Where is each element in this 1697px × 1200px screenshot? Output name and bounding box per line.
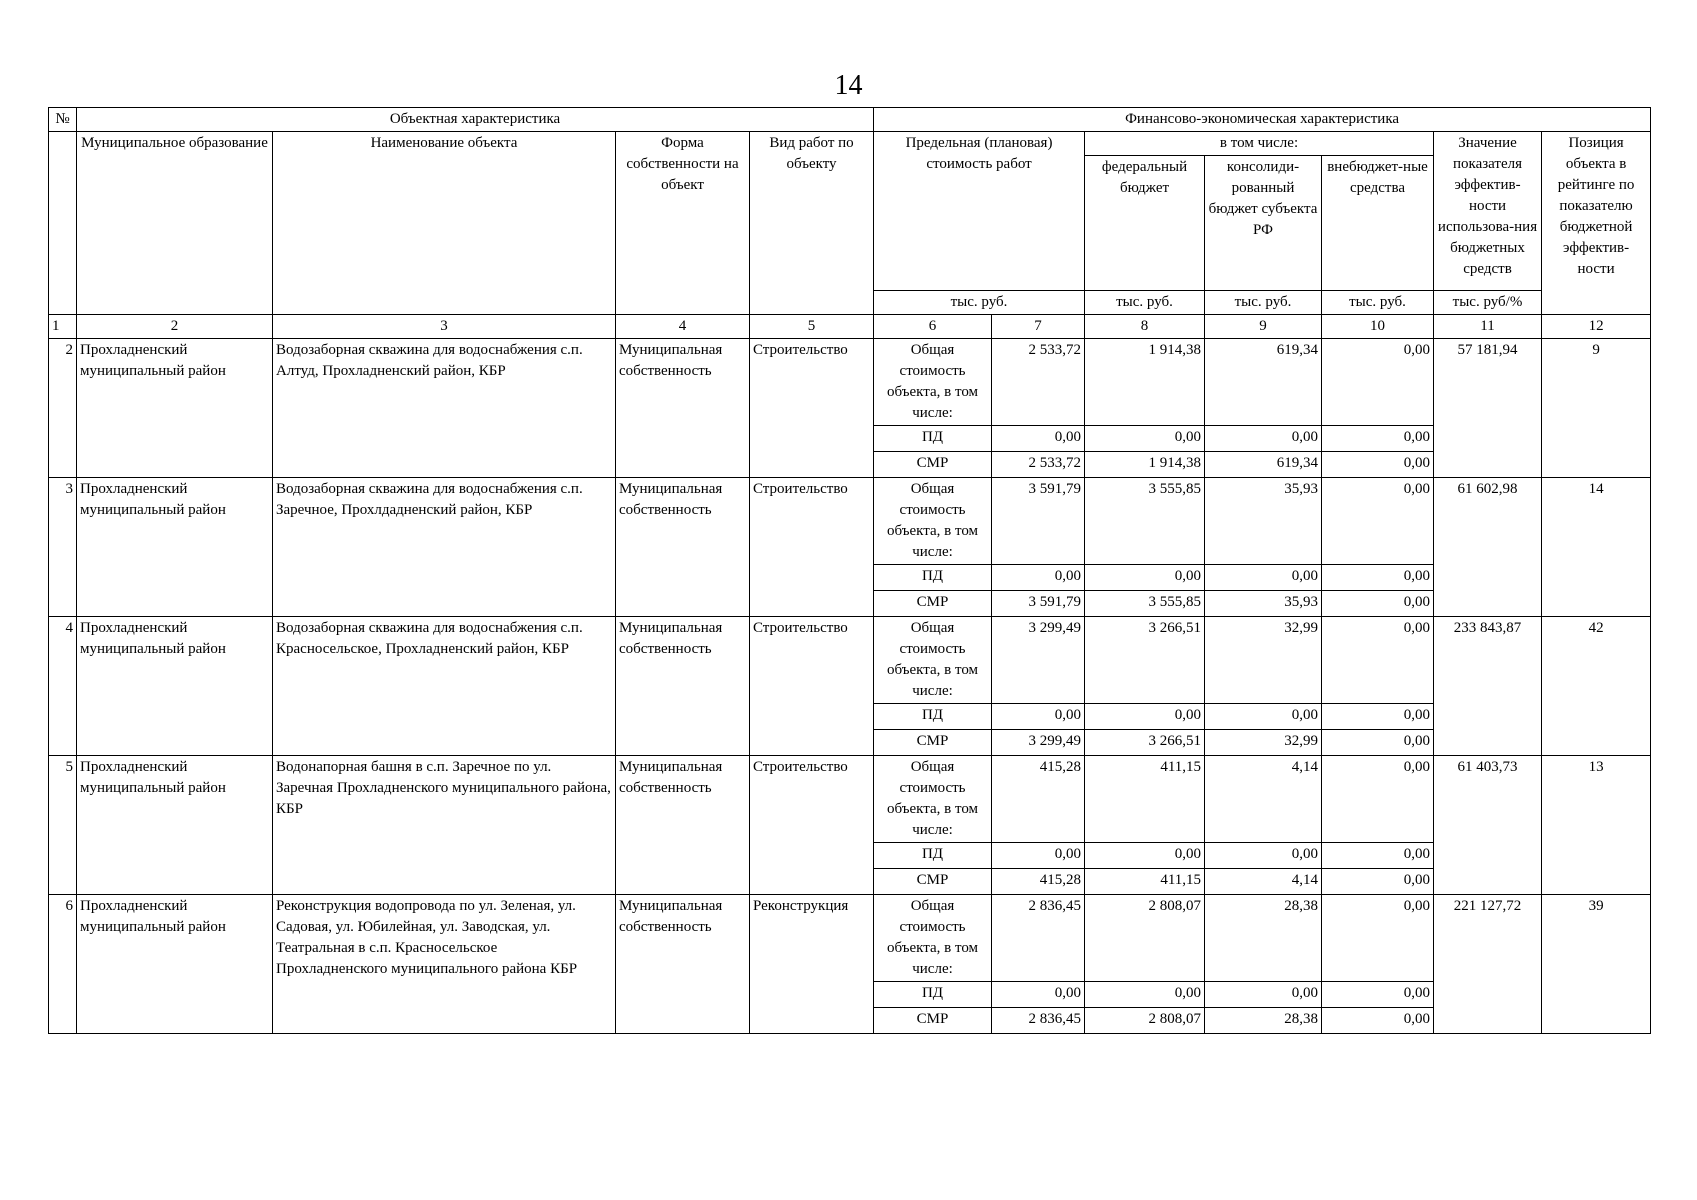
object-name-cell: Водозаборная скважина для водоснабжения с.п. Алтуд, Прохладненский район, КБР xyxy=(273,339,616,478)
consolidated-cell: 0,00 xyxy=(1205,704,1322,730)
work-type-cell: Строительство xyxy=(750,339,874,478)
row-number: 3 xyxy=(49,478,77,617)
cost-total-cell: 0,00 xyxy=(992,565,1085,591)
extrabudget-cell: 0,00 xyxy=(1322,843,1434,869)
municipality-cell: Прохладненский муниципальный район xyxy=(77,617,273,756)
extrabudget-cell: 0,00 xyxy=(1322,895,1434,982)
row-number: 5 xyxy=(49,756,77,895)
federal-cell: 0,00 xyxy=(1085,982,1205,1008)
extrabudget-cell: 0,00 xyxy=(1322,452,1434,478)
unit-cost: тыс. руб. xyxy=(874,291,1085,315)
cost-label-total: Общая стоимость объекта, в том числе: xyxy=(874,617,992,704)
cost-label-total: Общая стоимость объекта, в том числе: xyxy=(874,478,992,565)
consolidated-cell: 32,99 xyxy=(1205,617,1322,704)
header-group-row xyxy=(49,108,1651,132)
municipality-cell: Прохладненский муниципальный район xyxy=(77,756,273,895)
cost-label: ПД xyxy=(874,426,992,452)
col-number: 8 xyxy=(1085,315,1205,339)
col-number: 7 xyxy=(992,315,1085,339)
ownership-cell: Муниципальная собственность xyxy=(616,895,750,1034)
extrabudget-cell: 0,00 xyxy=(1322,617,1434,704)
col-number: 2 xyxy=(77,315,273,339)
header-efficiency: Значение показателя эффектив-ности использова-ния бюджетных средств xyxy=(1434,132,1542,291)
column-numbers-row xyxy=(49,315,1651,339)
cost-total-cell: 2 533,72 xyxy=(992,452,1085,478)
federal-cell: 0,00 xyxy=(1085,426,1205,452)
col-number: 5 xyxy=(750,315,874,339)
header-including: в том числе: xyxy=(1085,132,1434,156)
rank-cell: 9 xyxy=(1542,339,1651,478)
work-type-cell: Строительство xyxy=(750,617,874,756)
federal-cell: 3 555,85 xyxy=(1085,478,1205,565)
extrabudget-cell: 0,00 xyxy=(1322,869,1434,895)
col-number: 4 xyxy=(616,315,750,339)
cost-label: СМР xyxy=(874,869,992,895)
efficiency-cell: 233 843,87 xyxy=(1434,617,1542,756)
cost-label: ПД xyxy=(874,982,992,1008)
header-object-name: Наименование объекта xyxy=(273,132,616,315)
federal-cell: 0,00 xyxy=(1085,843,1205,869)
header-finance-group: Финансово-экономическая характеристика xyxy=(874,108,1651,132)
header-columns-row xyxy=(49,132,1651,156)
ownership-cell: Муниципальная собственность xyxy=(616,478,750,617)
rank-cell: 42 xyxy=(1542,617,1651,756)
cost-total-cell: 415,28 xyxy=(992,756,1085,843)
unit-extrabudget: тыс. руб. xyxy=(1322,291,1434,315)
cost-label: СМР xyxy=(874,452,992,478)
federal-cell: 3 266,51 xyxy=(1085,730,1205,756)
extrabudget-cell: 0,00 xyxy=(1322,591,1434,617)
extrabudget-cell: 0,00 xyxy=(1322,730,1434,756)
cost-label-total: Общая стоимость объекта, в том числе: xyxy=(874,339,992,426)
cost-total-cell: 3 299,49 xyxy=(992,617,1085,704)
cost-total-cell: 2 836,45 xyxy=(992,1008,1085,1034)
federal-cell: 411,15 xyxy=(1085,756,1205,843)
federal-cell: 3 266,51 xyxy=(1085,617,1205,704)
consolidated-cell: 0,00 xyxy=(1205,565,1322,591)
cost-label: ПД xyxy=(874,565,992,591)
table-row xyxy=(49,617,1651,704)
federal-cell: 2 808,07 xyxy=(1085,895,1205,982)
cost-label: ПД xyxy=(874,704,992,730)
extrabudget-cell: 0,00 xyxy=(1322,565,1434,591)
page-number: 14 xyxy=(834,70,863,101)
consolidated-cell: 35,93 xyxy=(1205,478,1322,565)
object-name-cell: Водозаборная скважина для водоснабжения с.п. Красносельское, Прохладненский район, КБР xyxy=(273,617,616,756)
consolidated-cell: 4,14 xyxy=(1205,869,1322,895)
investment-objects-table xyxy=(48,107,1651,1034)
col-number: 12 xyxy=(1542,315,1651,339)
federal-cell: 1 914,38 xyxy=(1085,452,1205,478)
consolidated-cell: 35,93 xyxy=(1205,591,1322,617)
efficiency-cell: 221 127,72 xyxy=(1434,895,1542,1034)
federal-cell: 1 914,38 xyxy=(1085,339,1205,426)
table-row xyxy=(49,756,1651,843)
extrabudget-cell: 0,00 xyxy=(1322,426,1434,452)
cost-label: СМР xyxy=(874,1008,992,1034)
rank-cell: 13 xyxy=(1542,756,1651,895)
unit-consolidated: тыс. руб. xyxy=(1205,291,1322,315)
cost-total-cell: 0,00 xyxy=(992,982,1085,1008)
efficiency-cell: 61 403,73 xyxy=(1434,756,1542,895)
col-number: 1 xyxy=(49,315,77,339)
cost-label: СМР xyxy=(874,730,992,756)
table-row xyxy=(49,339,1651,426)
consolidated-cell: 28,38 xyxy=(1205,895,1322,982)
federal-cell: 0,00 xyxy=(1085,704,1205,730)
cost-label-total: Общая стоимость объекта, в том числе: xyxy=(874,895,992,982)
header-consolidated: консолиди-рованный бюджет субъекта РФ xyxy=(1205,156,1322,291)
consolidated-cell: 619,34 xyxy=(1205,452,1322,478)
municipality-cell: Прохладненский муниципальный район xyxy=(77,339,273,478)
extrabudget-cell: 0,00 xyxy=(1322,704,1434,730)
cost-label: ПД xyxy=(874,843,992,869)
header-num-blank xyxy=(49,132,77,315)
cost-total-cell: 415,28 xyxy=(992,869,1085,895)
object-name-cell: Реконструкция водопровода по ул. Зеленая, ул. Садовая, ул. Юбилейная, ул. Заводская, ул. Театральная в с.п. Красносельское Прохладненского муниципального района КБР xyxy=(273,895,616,1034)
municipality-cell: Прохладненский муниципальный район xyxy=(77,895,273,1034)
header-work-type: Вид работ по объекту xyxy=(750,132,874,315)
efficiency-cell: 57 181,94 xyxy=(1434,339,1542,478)
table-row xyxy=(49,895,1651,982)
federal-cell: 411,15 xyxy=(1085,869,1205,895)
work-type-cell: Строительство xyxy=(750,478,874,617)
cost-total-cell: 2 533,72 xyxy=(992,339,1085,426)
extrabudget-cell: 0,00 xyxy=(1322,756,1434,843)
cost-total-cell: 3 591,79 xyxy=(992,591,1085,617)
work-type-cell: Строительство xyxy=(750,756,874,895)
col-number: 9 xyxy=(1205,315,1322,339)
row-number: 6 xyxy=(49,895,77,1034)
consolidated-cell: 619,34 xyxy=(1205,339,1322,426)
header-ownership: Форма собственности на объект xyxy=(616,132,750,315)
header-object-group: Объектная характеристика xyxy=(77,108,874,132)
row-number: 2 xyxy=(49,339,77,478)
cost-total-cell: 3 591,79 xyxy=(992,478,1085,565)
efficiency-cell: 61 602,98 xyxy=(1434,478,1542,617)
header-federal: федеральный бюджет xyxy=(1085,156,1205,291)
unit-efficiency: тыс. руб/% xyxy=(1434,291,1542,315)
consolidated-cell: 0,00 xyxy=(1205,426,1322,452)
col-number: 6 xyxy=(874,315,992,339)
col-number: 3 xyxy=(273,315,616,339)
ownership-cell: Муниципальная собственность xyxy=(616,339,750,478)
cost-total-cell: 0,00 xyxy=(992,704,1085,730)
object-name-cell: Водозаборная скважина для водоснабжения с.п. Заречное, Прохлдадненский район, КБР xyxy=(273,478,616,617)
col-number: 11 xyxy=(1434,315,1542,339)
extrabudget-cell: 0,00 xyxy=(1322,1008,1434,1034)
row-number: 4 xyxy=(49,617,77,756)
rank-cell: 14 xyxy=(1542,478,1651,617)
header-extrabudget: внебюджет-ные средства xyxy=(1322,156,1434,291)
cost-total-cell: 0,00 xyxy=(992,843,1085,869)
unit-federal: тыс. руб. xyxy=(1085,291,1205,315)
consolidated-cell: 32,99 xyxy=(1205,730,1322,756)
cost-label: СМР xyxy=(874,591,992,617)
municipality-cell: Прохладненский муниципальный район xyxy=(77,478,273,617)
object-name-cell: Водонапорная башня в с.п. Заречное по ул. Заречная Прохладненского муниципального района, КБР xyxy=(273,756,616,895)
cost-total-cell: 2 836,45 xyxy=(992,895,1085,982)
ownership-cell: Муниципальная собственность xyxy=(616,756,750,895)
federal-cell: 2 808,07 xyxy=(1085,1008,1205,1034)
consolidated-cell: 4,14 xyxy=(1205,756,1322,843)
extrabudget-cell: 0,00 xyxy=(1322,478,1434,565)
ownership-cell: Муниципальная собственность xyxy=(616,617,750,756)
header-municipality: Муниципальное образование xyxy=(77,132,273,315)
table-row xyxy=(49,478,1651,565)
federal-cell: 3 555,85 xyxy=(1085,591,1205,617)
rank-cell: 39 xyxy=(1542,895,1651,1034)
cost-total-cell: 0,00 xyxy=(992,426,1085,452)
consolidated-cell: 0,00 xyxy=(1205,982,1322,1008)
header-num: № xyxy=(49,108,77,132)
work-type-cell: Реконструкция xyxy=(750,895,874,1034)
federal-cell: 0,00 xyxy=(1085,565,1205,591)
extrabudget-cell: 0,00 xyxy=(1322,339,1434,426)
consolidated-cell: 28,38 xyxy=(1205,1008,1322,1034)
extrabudget-cell: 0,00 xyxy=(1322,982,1434,1008)
col-number: 10 xyxy=(1322,315,1434,339)
consolidated-cell: 0,00 xyxy=(1205,843,1322,869)
header-cost: Предельная (плановая) стоимость работ xyxy=(874,132,1085,291)
cost-label-total: Общая стоимость объекта, в том числе: xyxy=(874,756,992,843)
header-rank: Позиция объекта в рейтинге по показателю бюджетной эффектив-ности xyxy=(1542,132,1651,315)
cost-total-cell: 3 299,49 xyxy=(992,730,1085,756)
